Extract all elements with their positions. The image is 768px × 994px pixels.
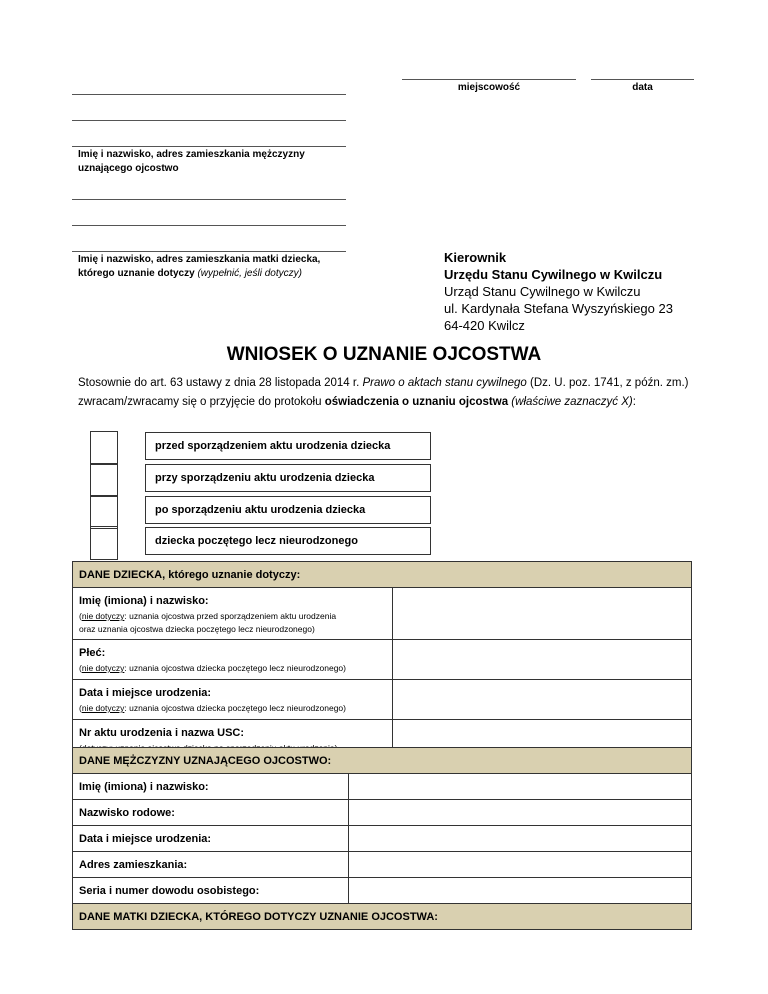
option-checkbox-2[interactable] [90, 463, 118, 497]
mother-caption-line1: Imię i nazwisko, adres zamieszkania matki dziecka, [78, 254, 321, 265]
option-label-2: przy sporządzeniu aktu urodzenia dziecka [145, 464, 431, 492]
place-label: miejscowość [457, 82, 521, 93]
child-sex-note-u: nie dotyczy [81, 663, 125, 673]
father-caption [78, 148, 358, 176]
addressee-line5: 64-420 Kwilcz [444, 318, 525, 333]
intro-part1: Stosownie do art. 63 ustawy z dnia 28 listopada 2014 r. [78, 377, 363, 389]
child-birth-note-text: : uznania ojcostwa dziecka poczętego lecz nieurodzonego) [124, 703, 346, 713]
mother-address-line-1[interactable] [72, 199, 346, 200]
child-sex-note-text: : uznania ojcostwa dziecka poczętego lecz nieurodzonego) [124, 663, 346, 673]
father-address-line-1[interactable] [72, 94, 346, 95]
child-sex-input[interactable] [393, 640, 692, 680]
father-address-input[interactable] [349, 852, 692, 878]
child-name-input[interactable] [393, 588, 692, 640]
mother-caption-line2: którego uznanie dotyczy [78, 268, 195, 279]
child-sex-note: (nie dotyczy: uznania ojcostwa dziecka poczętego lecz nieurodzonego) [79, 663, 346, 673]
mother-address-line-3[interactable] [72, 251, 346, 252]
child-name-note-u: nie dotyczy [81, 611, 125, 621]
child-birth-label-cell [73, 680, 393, 720]
child-birth-row [73, 680, 692, 720]
option-checkbox-4[interactable] [90, 526, 118, 560]
date-line[interactable] [591, 79, 694, 80]
child-sex-row [73, 640, 692, 680]
father-birth-label: Data i miejsce urodzenia: [79, 832, 212, 845]
father-maiden-input[interactable] [349, 800, 692, 826]
father-maiden-label: Nazwisko rodowe: [79, 806, 175, 819]
father-row-label [73, 800, 349, 826]
mother-caption [78, 253, 368, 281]
father-birth-input[interactable] [349, 826, 692, 852]
father-caption-line2: uznającego ojcostwo [78, 163, 179, 174]
father-row-label [73, 852, 349, 878]
child-name-label-cell [73, 588, 393, 640]
intro-part5: (właściwe zaznaczyć X) [508, 396, 633, 408]
option-label-1: przed sporządzeniem aktu urodzenia dziecka [145, 432, 431, 460]
intro-part6: : [632, 396, 636, 408]
father-data-table [72, 747, 692, 930]
father-row-label [73, 826, 349, 852]
father-address-line-3[interactable] [72, 146, 346, 147]
father-id-input[interactable] [349, 878, 692, 904]
option-checkbox-3[interactable] [90, 495, 118, 529]
mother-caption-note: (wypełnić, jeśli dotyczy) [197, 268, 302, 279]
child-name-note: (nie dotyczy: uznania ojcostwa przed sporządzeniem aktu urodzenia oraz uznania ojcostwa dziecka poczętego lecz nieurodzonego) [79, 611, 337, 634]
option-label-4: dziecka poczętego lecz nieurodzonego [145, 527, 431, 555]
addressee-line4: ul. Kardynała Stefana Wyszyńskiego 23 [444, 301, 673, 316]
father-row [73, 800, 692, 826]
child-section-header: DANE DZIECKA, którego uznanie dotyczy: [73, 562, 692, 588]
place-line[interactable] [402, 79, 576, 80]
child-sex-label: Płeć: [79, 647, 106, 659]
intro-part2: Prawo o aktach stanu cywilnego [362, 377, 527, 389]
date-label: data [632, 82, 653, 93]
father-name-label: Imię (imiona) i nazwisko: [79, 780, 209, 793]
father-section-header: DANE MĘŻCZYZNY UZNAJĄCEGO OJCOSTWO: [73, 748, 692, 774]
addressee [444, 249, 704, 334]
father-address-label: Adres zamieszkania: [79, 858, 188, 871]
option-checkbox-1[interactable] [90, 431, 118, 465]
child-birth-input[interactable] [393, 680, 692, 720]
intro-part3: (Dz. U. poz. 1741, z późn. zm.) zwracam/zwracamy się o przyjęcie do protokołu [78, 377, 689, 408]
page-title: WNIOSEK O UZNANIE OJCOSTWA [226, 344, 542, 365]
mother-header-row [73, 904, 692, 930]
addressee-line1: Kierownik [444, 250, 507, 265]
father-address-line-2[interactable] [72, 120, 346, 121]
mother-address-line-2[interactable] [72, 225, 346, 226]
father-name-input[interactable] [349, 774, 692, 800]
addressee-line3: Urząd Stanu Cywilnego w Kwilczu [444, 284, 641, 299]
father-id-label: Seria i numer dowodu osobistego: [79, 884, 260, 897]
child-birth-note: (nie dotyczy: uznania ojcostwa dziecka poczętego lecz nieurodzonego) [79, 703, 346, 713]
child-birth-note-u: nie dotyczy [81, 703, 125, 713]
father-header-row [73, 748, 692, 774]
child-name-row [73, 588, 692, 640]
father-row [73, 852, 692, 878]
child-name-label: Imię (imiona) i nazwisko: [79, 595, 209, 607]
child-header-row [73, 562, 692, 588]
father-caption-line1: Imię i nazwisko, adres zamieszkania mężczyzny [78, 149, 305, 160]
intro-paragraph [78, 374, 694, 412]
addressee-line2: Urzędu Stanu Cywilnego w Kwilczu [444, 267, 663, 282]
father-row-label [73, 774, 349, 800]
mother-section-header: DANE MATKI DZIECKA, KTÓREGO DOTYCZY UZNANIE OJCOSTWA: [73, 904, 692, 930]
child-data-table [72, 561, 692, 760]
father-row [73, 774, 692, 800]
father-row-label [73, 878, 349, 904]
father-row [73, 826, 692, 852]
child-name-note-line2: oraz uznania ojcostwa dziecka poczętego lecz nieurodzonego) [79, 624, 315, 634]
child-sex-label-cell [73, 640, 393, 680]
child-name-note-line1: : uznania ojcostwa przed sporządzeniem aktu urodzenia [124, 611, 337, 621]
father-row [73, 878, 692, 904]
option-label-3: po sporządzeniu aktu urodzenia dziecka [145, 496, 431, 524]
child-act-label: Nr aktu urodzenia i nazwa USC: [79, 727, 245, 739]
intro-part4: oświadczenia o uznaniu ojcostwa [324, 396, 509, 408]
child-birth-label: Data i miejsce urodzenia: [79, 687, 212, 699]
